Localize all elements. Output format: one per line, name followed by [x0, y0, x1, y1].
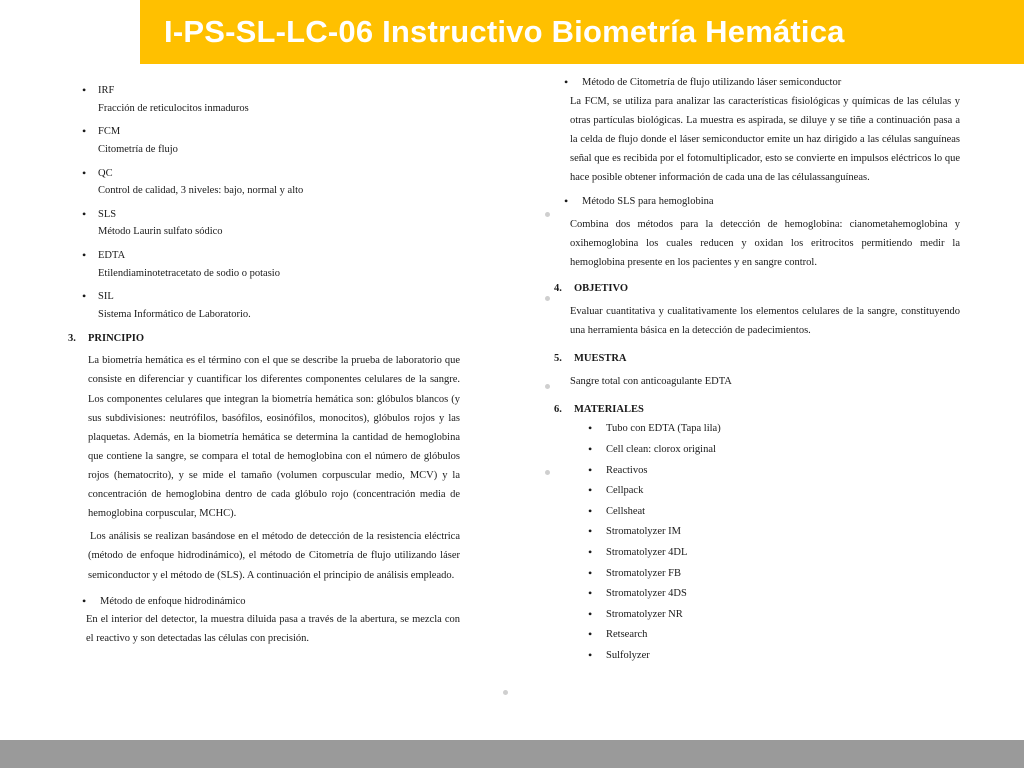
section-title: OBJETIVO: [574, 283, 629, 295]
section-number: 4.: [554, 283, 562, 295]
abbreviation-definition: Control de calidad, 3 niveles: bajo, normal y alto: [98, 185, 304, 197]
decorative-dot: [545, 212, 550, 217]
abbreviation-item: [82, 208, 460, 239]
citometria-flujo-text: La FCM, se utiliza para analizar las características fisiológicas y químicas de las células y otras partículas biológicas. La muestra es aspirada, se diluye y se tiñe a continuación pasa a la celda de flujo donde el láser semiconductor emite un haz dirigido a las células sanguíneas señal que es recibida por el fotomultiplicador, esto se convierte en impulsos eléctricos lo que hace posible obtener información de cada una de las célulassanguíneas.: [570, 95, 960, 184]
abbreviation-term: • IRF: [98, 85, 115, 96]
section-number: 5.: [554, 353, 562, 365]
decorative-dot: [545, 384, 550, 389]
material-item: • Stromatolyzer FB: [588, 567, 960, 588]
section-muestra-heading: [554, 352, 960, 366]
principio-paragraph-2: Los análisis se realizan basándose en el método de detección de la resistencia eléctrica (método de enfoque hidrodinámico), el método de Citometría de flujo utilizando láser semiconductor y el método de (SLS). A continuación el principio de análisis empleado.: [88, 531, 460, 581]
abbreviation-term: • QC: [98, 167, 113, 179]
muestra-text: Sangre total con anticoagulante EDTA: [570, 375, 732, 387]
section-objetivo-heading: [554, 282, 960, 296]
section-title: PRINCIPIO: [88, 332, 145, 344]
decorative-dot: [545, 470, 550, 475]
material-item: • Tubo con EDTA (Tapa lila): [588, 422, 960, 443]
bullet-metodo-sls: • Método SLS para hemoglobina: [564, 195, 960, 209]
abbreviation-item: [82, 125, 460, 156]
material-item: • Stromatolyzer NR: [588, 608, 960, 629]
material-item: • Stromatolyzer 4DS: [588, 587, 960, 608]
abbreviation-definition: Citometría de flujo: [98, 143, 178, 155]
decorative-dot: [503, 690, 508, 695]
abbreviation-item: [82, 167, 460, 198]
bullet-citometria-flujo: • Método de Citometría de flujo utilizando láser semiconductor: [564, 76, 960, 90]
materiales-list: [588, 422, 960, 669]
abbreviation-definition: Fracción de reticulocitos inmaduros: [98, 102, 249, 114]
header-banner: [140, 0, 1024, 64]
enfoque-hidrodinamico-text: En el interior del detector, la muestra diluida pasa a través de la abertura, se mezcla con el reactivo y son detectadas las células con precisión.: [86, 614, 460, 645]
section-number: 3.: [68, 332, 76, 344]
abbreviation-definition: Método Laurin sulfato sódico: [98, 226, 223, 238]
right-column: [550, 66, 960, 670]
material-item: • Cellsheat: [588, 505, 960, 526]
material-item: • Retsearch: [588, 628, 960, 649]
abbreviation-term: • SLS: [98, 208, 117, 220]
objetivo-text: Evaluar cuantitativa y cualitativamente los elementos celulares de la sangre, constituyendo una herramienta básica en la detección de padecimientos.: [570, 305, 960, 336]
abbreviation-term: • SIL: [98, 291, 114, 303]
left-column: [68, 84, 460, 649]
abbreviation-term: • FCM: [98, 126, 121, 138]
bullet-enfoque-hidrodinamico: • Método de enfoque hidrodinámico: [82, 595, 460, 609]
document-title: I-PS-SL-LC-06 Instructivo Biometría Hemática: [164, 14, 845, 49]
material-item: • Stromatolyzer 4DL: [588, 546, 960, 567]
abbreviation-item: [82, 290, 460, 321]
abbreviation-definition: Sistema Informático de Laboratorio.: [98, 309, 251, 321]
abbreviation-term: • EDTA: [98, 250, 126, 262]
material-item: • Reactivos: [588, 464, 960, 485]
section-number: 6.: [554, 403, 562, 415]
abbreviation-definition: Etilendiaminotetracetato de sodio o potasio: [98, 267, 280, 279]
metodo-sls-text: Combina dos métodos para la detección de hemoglobina: cianometahemoglobina y oxihemoglobina los cuales reducen y oxidan los eritrocitos permitiendo medir la hemoglobina presente en los pacientes y en sangre control.: [570, 218, 960, 269]
material-item: • Stromatolyzer IM: [588, 525, 960, 546]
section-title: MATERIALES: [574, 403, 644, 415]
abbreviation-item: [82, 249, 460, 280]
material-item: • Cellpack: [588, 484, 960, 505]
decorative-dot: [545, 296, 550, 301]
abbreviations-list: [82, 84, 460, 322]
principio-paragraph-1: La biometría hemática es el término con el que se describe la prueba de laboratorio que consiste en diferenciar y cuantificar los diferentes componentes celulares de la sangre. Los componentes celulares que integran la biometría hemática son: glóbulos blancos (y sus subdivisiones: neutrófilos, basófilos, eosinófilos, monocitos), glóbulos rojos y las plaquetas. Además, en la biometría hemática se determina la cantidad de hemoglobina que contiene la sangre, se compara el total de hemoglobina con el número de glóbulos rojos (hematocrito), y se mide el tamaño (volumen corpuscular medio, MCV) y la concentración de hemoglobina dentro de cada glóbulo rojo (concentración media de hemoglobina corpuscular, MCHC).: [88, 355, 460, 520]
material-item: • Cell clean: clorox original: [588, 443, 960, 464]
footer-bar: [0, 740, 1024, 768]
material-item: • Sulfolyzer: [588, 649, 960, 670]
section-title: MUESTRA: [574, 353, 627, 365]
section-materiales-heading: [554, 403, 960, 417]
abbreviation-item: [82, 84, 460, 115]
section-principio-heading: [68, 332, 460, 346]
